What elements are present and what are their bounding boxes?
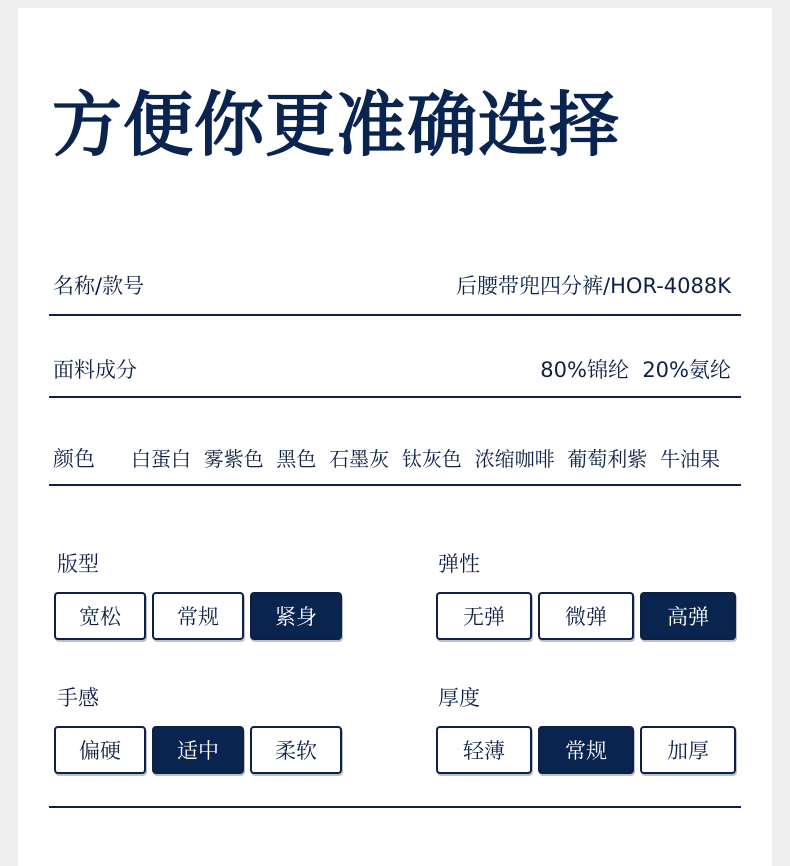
elasticity-option-none[interactable]: 无弹 [436,592,532,640]
thickness-label: 厚度 [438,686,480,710]
fit-option-regular[interactable]: 常规 [152,592,244,640]
hand-feel-option-soft[interactable]: 柔软 [250,726,342,774]
name-value: 后腰带兜四分裤/HOR-4088K [456,274,731,298]
elasticity-option-slight[interactable]: 微弹 [538,592,634,640]
fabric-label: 面料成分 [53,358,137,382]
thickness-option-thin[interactable]: 轻薄 [436,726,532,774]
bottom-divider [49,806,741,808]
fit-options [54,592,342,640]
fabric-value: 80%锦纶 20%氨纶 [540,358,731,382]
hand-feel-option-medium[interactable]: 适中 [152,726,244,774]
name-label: 名称/款号 [53,274,145,298]
color-list: 白蛋白 雾紫色 黑色 石墨灰 钛灰色 浓缩咖啡 葡萄利紫 牛油果 [131,447,721,471]
fit-option-slim[interactable]: 紧身 [250,592,342,640]
elasticity-option-high[interactable]: 高弹 [640,592,736,640]
hand-feel-option-firm[interactable]: 偏硬 [54,726,146,774]
color-label: 颜色 [53,447,95,471]
thickness-option-thick[interactable]: 加厚 [640,726,736,774]
thickness-options [436,726,736,774]
fit-label: 版型 [57,552,99,576]
spec-row-colors [49,440,741,486]
fit-option-loose[interactable]: 宽松 [54,592,146,640]
page-title: 方便你更准确选择 [52,84,620,166]
thickness-option-regular[interactable]: 常规 [538,726,634,774]
elasticity-label: 弹性 [438,552,480,576]
hand-feel-label: 手感 [57,686,99,710]
spec-row-name [49,266,741,316]
spec-row-fabric [49,350,741,398]
hand-feel-options [54,726,342,774]
elasticity-options [436,592,736,640]
